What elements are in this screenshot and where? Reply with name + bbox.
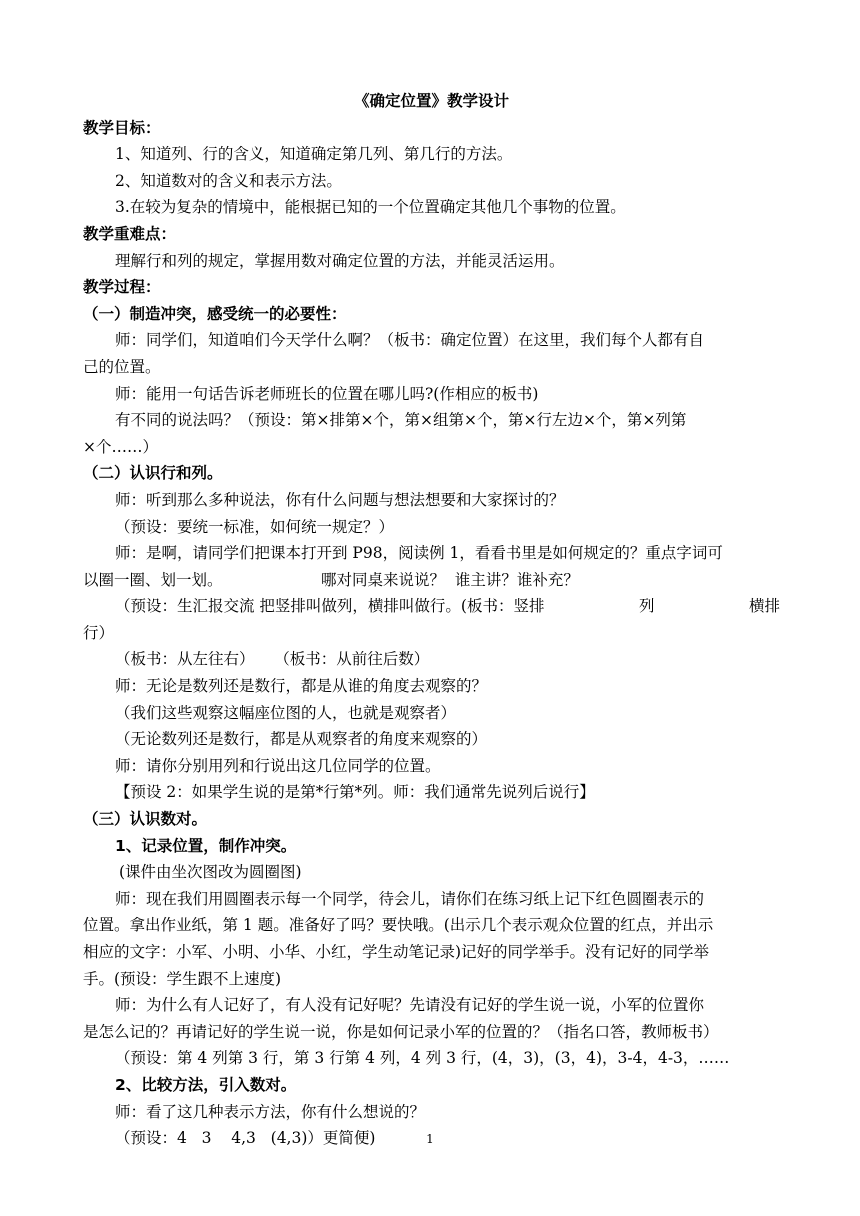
paragraph: 2、知道数对的含义和表示方法。 bbox=[115, 171, 342, 190]
heading-key-points: 教学重难点： bbox=[83, 224, 177, 243]
paragraph: 师：能用一句话告诉老师班长的位置在哪儿吗?(作相应的板书) bbox=[115, 384, 539, 403]
paragraph: 师：听到那么多种说法，你有什么问题与想法想要和大家探讨的？ bbox=[115, 490, 565, 509]
paragraph: 己的位置。 bbox=[83, 357, 161, 376]
paragraph-segment: （预设：生汇报交流 把竖排叫做列，横排叫做行。(板书：竖排 bbox=[115, 597, 545, 616]
page-number: 1 bbox=[426, 1132, 434, 1146]
paragraph bbox=[83, 593, 780, 620]
paragraph: 师：无论是数列还是数行，都是从谁的角度去观察的？ bbox=[115, 677, 488, 696]
paragraph: 行） bbox=[83, 623, 115, 642]
paragraph: 师：看了这几种表示方法，你有什么想说的？ bbox=[115, 1102, 426, 1121]
paragraph: 理解行和列的规定，掌握用数对确定位置的方法，并能灵活运用。 bbox=[115, 251, 565, 270]
paragraph: 以圈一圈、划一划。 哪对同桌来说说？ 谁主讲？谁补充？ bbox=[83, 570, 579, 589]
paragraph: （我们这些观察这幅座位图的人，也就是观察者） bbox=[115, 703, 457, 722]
paragraph: 手。(预设：学生跟不上速度) bbox=[83, 969, 282, 988]
paragraph-segment: 横排 bbox=[748, 597, 780, 616]
paragraph: （预设：4 3 4,3 (4,3)）更简便) bbox=[115, 1129, 376, 1148]
paragraph: 3.在较为复杂的情境中，能根据已知的一个位置确定其他几个事物的位置。 bbox=[115, 198, 626, 217]
paragraph: （预设：要统一标准，如何统一规定？） bbox=[115, 517, 395, 536]
paragraph: 是怎么记的？再请记好的学生说一说，你是如何记录小军的位置的？（指名口答，教师板书） bbox=[83, 1022, 719, 1041]
document-body bbox=[83, 88, 780, 1152]
paragraph: （板书：从左往右） （板书：从前往后数） bbox=[115, 650, 430, 669]
section-heading: （二）认识行和列。 bbox=[83, 464, 223, 483]
paragraph: 师：同学们，知道咱们今天学什么啊？（板书：确定位置）在这里，我们每个人都有自 bbox=[115, 331, 705, 350]
heading-process: 教学过程： bbox=[83, 278, 161, 297]
paragraph: 有不同的说法吗？（预设：第×排第×个，第×组第×个，第×行左边×个，第×列第 bbox=[115, 411, 687, 430]
paragraph: （无论数列还是数行，都是从观察者的角度来观察的） bbox=[115, 730, 488, 749]
subsection-heading: 2、比较方法，引入数对。 bbox=[115, 1075, 297, 1094]
paragraph: 师：为什么有人记好了，有人没有记好呢？先请没有记好的学生说一说，小军的位置你 bbox=[115, 996, 705, 1015]
paragraph-segment: 列 bbox=[638, 597, 655, 616]
paragraph: 师：现在我们用圆圈表示每一个同学，待会儿，请你们在练习纸上记下红色圆圈表示的 bbox=[115, 889, 705, 908]
paragraph: 师：是啊，请同学们把课本打开到 P98，阅读例 1，看看书里是如何规定的？重点字词可 bbox=[115, 544, 723, 563]
section-heading: （三）认识数对。 bbox=[83, 810, 208, 829]
paragraph: 位置。拿出作业纸，第 1 题。准备好了吗？要快哦。(出示几个表示观众位置的红点，并出示 bbox=[83, 916, 714, 935]
paragraph: 相应的文字：小军、小明、小华、小红，学生动笔记录)记好的同学举手。没有记好的同学举 bbox=[83, 943, 710, 961]
heading-goals: 教学目标： bbox=[83, 118, 161, 137]
paragraph: （预设：第 4 列第 3 行，第 3 行第 4 列，4 列 3 行，(4，3)，(3，4)，3-4，4-3，…… bbox=[115, 1049, 730, 1068]
subsection-heading: 1、记录位置，制作冲突。 bbox=[115, 836, 297, 855]
paragraph: 【预设 2：如果学生说的是第*行第*列。师：我们通常先说列后说行】 bbox=[115, 783, 595, 802]
paragraph: 1、知道列、行的含义，知道确定第几列、第几行的方法。 bbox=[115, 145, 513, 164]
paragraph: ×个……） bbox=[83, 437, 158, 456]
paragraph: 师：请你分别用列和行说出这几位同学的位置。 bbox=[115, 756, 441, 775]
section-heading: （一）制造冲突，感受统一的必要性： bbox=[83, 304, 347, 323]
paragraph: (课件由坐次图改为圆圈图) bbox=[119, 863, 302, 882]
page-title: 《确定位置》教学设计 bbox=[353, 92, 509, 110]
